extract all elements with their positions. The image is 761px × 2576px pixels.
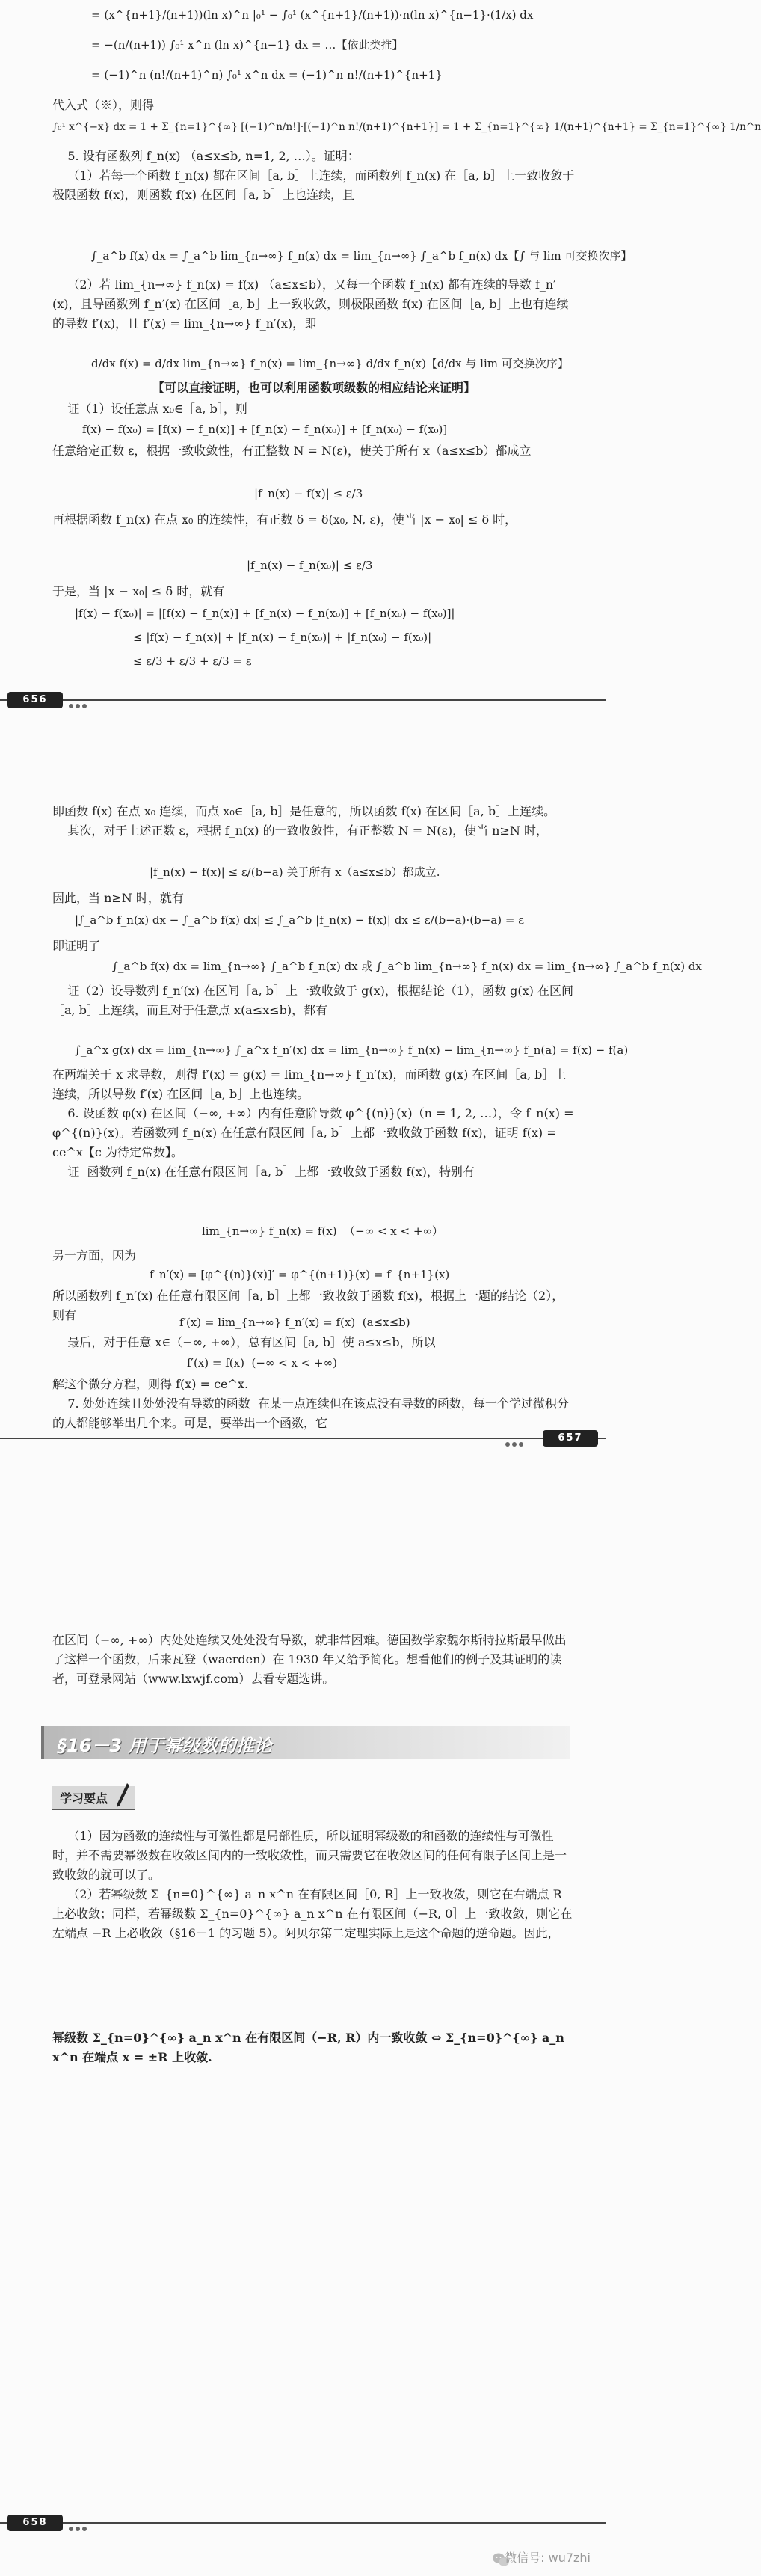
page-number: 656: [22, 694, 48, 705]
equation: = (x^{n+1}/(n+1))(ln x)^n |₀¹ − ∫₀¹ (x^{n+1}/(n+1))·n(ln x)^{n−1}·(1/x) dx: [91, 8, 534, 22]
equation: ≤ ε/3 + ε/3 + ε/3 = ε: [133, 654, 252, 668]
page-number-tab: [543, 1430, 598, 1447]
equation: |∫_a^b f_n(x) dx − ∫_a^b f(x) dx| ≤ ∫_a^b |f_n(x) − f(x)| dx ≤ ε/(b−a)·(b−a) = ε: [75, 913, 524, 927]
paragraph: 证（2）设导数列 f_n′(x) 在区间［a, b］上一致收敛于 g(x)，根据结论（1），函数 g(x) 在区间［a, b］上连续，而且对于任意点 x(a≤x≤b)，都有: [52, 984, 573, 1017]
page-658: [0, 1377, 606, 2576]
paragraph: 另一方面，因为: [52, 1248, 137, 1263]
key-points-header: [52, 1786, 135, 1810]
equation: ∫_a^x g(x) dx = lim_{n→∞} ∫_a^x f_n′(x) dx = lim_{n→∞} f_n(x) − lim_{n→∞} f_n(a) = f(x) − f(a): [75, 1043, 629, 1057]
equation: = −(n/(n+1)) ∫₀¹ x^n (ln x)^{n−1} dx = …【依此类推】: [91, 38, 404, 52]
dots-ornament: [69, 697, 89, 703]
paragraph: 因此，当 n≥N 时，就有: [52, 891, 184, 905]
equation: = (−1)^n (n!/(n+1)^n) ∫₀¹ x^n dx = (−1)^n n!/(n+1)^{n+1}: [91, 68, 443, 82]
page-rule: [0, 699, 606, 701]
watermark: 微信号: wu7zhi: [505, 2551, 591, 2565]
paragraph: 5. 设有函数列 f_n(x) （a≤x≤b, n=1, 2, …）。证明： （1）若每一个函数 f_n(x) 都在区间［a, b］上连续，而函数列 f_n(x) 在［a, b］上一致收敛于极限函数 f(x)，则函数 f(x) 在区间［a, b］上也连续，且: [52, 149, 575, 202]
paragraph: 最后，对于任意 x∈（−∞, +∞），总有区间［a, b］使 a≤x≤b，所以: [52, 1335, 436, 1349]
equation: |f_n(x) − f(x)| ≤ ε/(b−a) 关于所有 x（a≤x≤b）都成立.: [150, 865, 440, 879]
page-657-tail: [0, 1310, 606, 1385]
equation: ≤ |f(x) − f_n(x)| + |f_n(x) − f_n(x₀)| + |f_n(x₀) − f(x₀)|: [133, 631, 432, 644]
section-title: §16－3 用于幂级数的推论: [58, 1735, 272, 1756]
paragraph: 解这个微分方程，则得 f(x) = ce^x. 7. 处处连续且处处没有导数的函数 在某一点连续但在该点没有导数的函数，每一个学过微积分的人都能够举出几个来。可是，要举出一个函数，它: [52, 1377, 569, 1430]
paragraph: （2）若 lim_{n→∞} f_n(x) = f(x) （a≤x≤b），又每一个函数 f_n(x) 都有连续的导数 f_n′(x)，且导函数列 f_n′(x) 在区间［a, b］上一致收敛，则极限函数 f(x) 在区间［a, b］上也有连续的导数 f′(x)，且 f′(x) = lim_{n→∞} f_n′(x)，即: [52, 277, 569, 331]
equation: f_n′(x) = [φ^{(n)}(x)]′ = φ^{(n+1)}(x) = f_{n+1}(x): [150, 1268, 450, 1281]
page-number: 657: [558, 1432, 583, 1444]
paragraph: 于是，当 |x − x₀| ≤ δ 时，就有: [52, 584, 225, 598]
equation: f′(x) = lim_{n→∞} f_n′(x) = f(x) (a≤x≤b): [179, 1316, 410, 1329]
key-points-label: 学习要点: [60, 1791, 108, 1806]
section-banner: [41, 1726, 570, 1759]
equation: f(x) − f(x₀) = [f(x) − f_n(x)] + [f_n(x) − f_n(x₀)] + [f_n(x₀) − f(x₀)]: [82, 423, 448, 436]
pen-icon: [115, 1782, 130, 1809]
equation: |f(x) − f(x₀)| = |[f(x) − f_n(x)] + [f_n(x) − f_n(x₀)] + [f_n(x₀) − f(x₀)]|: [75, 607, 455, 620]
equation: d/dx f(x) = d/dx lim_{n→∞} f_n(x) = lim_{n→∞} d/dx f_n(x)【d/dx 与 lim 可交换次序】: [91, 357, 569, 370]
equation: ∫_a^b f(x) dx = lim_{n→∞} ∫_a^b f_n(x) dx 或 ∫_a^b lim_{n→∞} f_n(x) dx = lim_{n→∞} ∫_a^b f_n(x) dx: [112, 960, 702, 973]
paragraph: 所以函数列 f_n′(x) 在任意有限区间［a, b］上都一致收敛于函数 f(x)，根据上一题的结论（2），则有: [52, 1289, 564, 1322]
equation: f′(x) = f(x) (−∞ < x < +∞): [187, 1356, 337, 1370]
proof-hint: 【可以直接证明，也可以利用函数项级数的相应结论来证明】: [152, 381, 475, 395]
dots-ornament: [505, 1435, 526, 1441]
equation: ∫₀¹ x^{−x} dx = 1 + Σ_{n=1}^{∞} [(−1)^n/n!]·[(−1)^n n!/(n+1)^{n+1}] = 1 + Σ_{n=1}^{∞} 1/(n+1)^{n+1} = Σ_{n=1}^{∞} 1/n^n: [52, 121, 761, 133]
dots-ornament: [69, 2520, 89, 2526]
equation: ∫_a^b f(x) dx = ∫_a^b lim_{n→∞} f_n(x) dx = lim_{n→∞} ∫_a^b f_n(x) dx【∫ 与 lim 可交换次序】: [91, 249, 632, 263]
paragraph: （1）因为函数的连续性与可微性都是局部性质，所以证明幂级数的和函数的连续性与可微性时，并不需要幂级数在收敛区间内的一致收敛性，而只需要它在收敛区间的任何有限子区间上是一致收敛的就可以了。 （2）若幂级数 Σ_{n=0}^{∞} a_n x^n 在有限区间［0, R］上一致收敛，则它在右端点 R 上必收敛；同样，若幂级数 Σ_{n=0}^{∞} a_n x^n 在有限区间（−R, 0］上一致收敛，则它在左端点 −R 上必收敛（§16－1 的习题 5）。阿贝尔第二定理实际上是这个命题的逆命题。因此，: [52, 1829, 573, 1940]
paragraph: 在区间（−∞, +∞）内处处连续又处处没有导数，就非常困难。德国数学家魏尔斯特拉斯最早做出了这样一个函数，后来瓦登（waerden）在 1930 年又给予简化。想看他们的例子及其证明的读者，可登录网站（www.lxwjf.com）去看专题选讲。: [52, 1633, 567, 1686]
equation: lim_{n→∞} f_n(x) = f(x) （−∞ < x < +∞）: [202, 1224, 443, 1238]
equation: |f_n(x) − f_n(x₀)| ≤ ε/3: [247, 559, 373, 572]
paragraph: 任意给定正数 ε，根据一致收敛性，有正整数 N = N(ε)，使关于所有 x（a≤x≤b）都成立: [52, 444, 532, 458]
page-657: [0, 802, 702, 1322]
equation: |f_n(x) − f(x)| ≤ ε/3: [254, 487, 363, 500]
paragraph: 即函数 f(x) 在点 x₀ 连续，而点 x₀∈［a, b］是任意的，所以函数 f(x) 在区间［a, b］上连续。 其次，对于上述正数 ε，根据 f_n(x) 的一致收敛性，有正整数 N = N(ε)，使当 n≥N 时，: [52, 804, 556, 838]
paragraph: 再根据函数 f_n(x) 在点 x₀ 的连续性，有正数 δ = δ(x₀, N, ε)，使当 |x − x₀| ≤ δ 时，: [52, 512, 517, 527]
paragraph: 证（1）设任意点 x₀∈［a, b］，则: [52, 402, 247, 416]
page-656: [0, 0, 761, 755]
page-number-tab: [7, 2515, 63, 2531]
page-number-tab: [7, 692, 63, 708]
theorem-statement: 幂级数 Σ_{n=0}^{∞} a_n x^n 在有限区间（−R, R）内一致收敛 ⇔ Σ_{n=0}^{∞} a_n x^n 在端点 x = ±R 上收敛.: [52, 2031, 569, 2064]
paragraph: 在两端关于 x 求导数，则得 f′(x) = g(x) = lim_{n→∞} f_n′(x)，而函数 g(x) 在区间［a, b］上连续，所以导数 f′(x) 在区间［a, b］上也连续。 6. 设函数 φ(x) 在区间（−∞, +∞）内有任意阶导数 φ^{(n)}(x)（n = 1, 2, …），令 f_n(x) = φ^{(n)}(x)。若函数列 f_n(x) 在任意有限区间［a, b］上都一致收敛于函数 f(x)，证明 f(x) = ce^x【c 为待定常数】。 证 函数列 f_n(x) 在任意有限区间［a, b］上都一致收敛于函数 f(x)，特别有: [52, 1067, 574, 1179]
page-number: 658: [22, 2517, 48, 2528]
paragraph: 即证明了: [52, 939, 101, 953]
page-rule: [0, 2522, 606, 2524]
paragraph: 代入式（※），则得: [52, 98, 155, 112]
